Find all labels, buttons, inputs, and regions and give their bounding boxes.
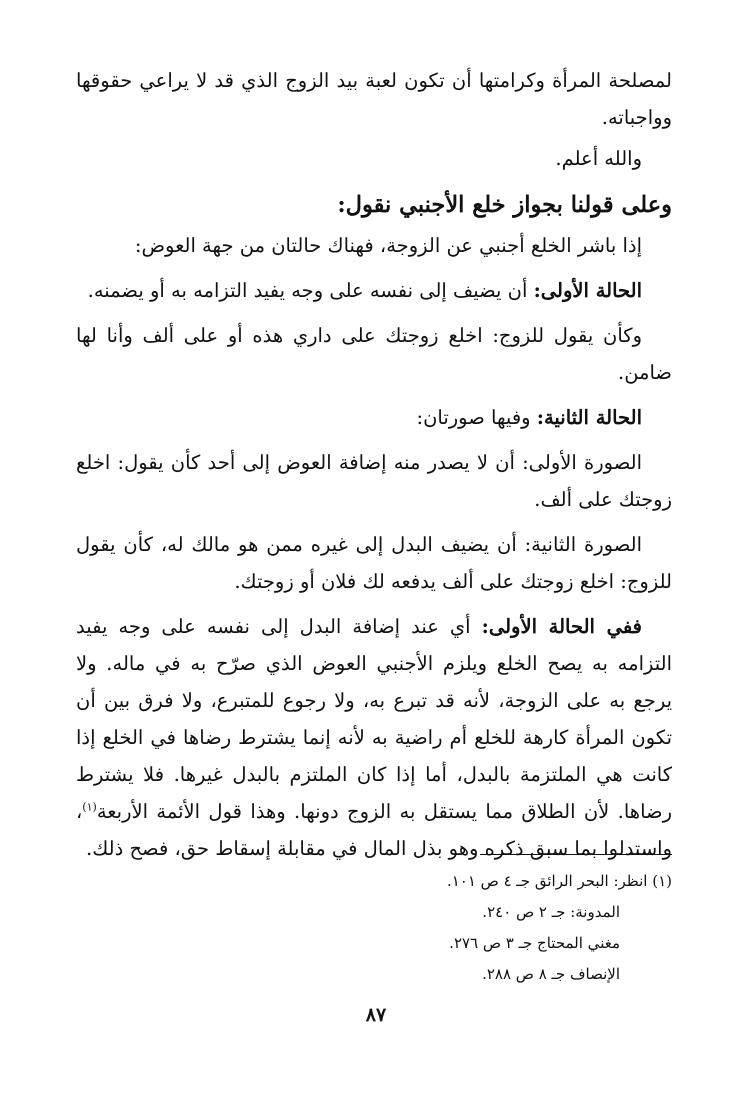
ruling-text-a: أي عند إضافة البدل إلى نفسه على وجه يفيد التزامه به يصح الخلع ويلزم الأجنبي العوض الذي صرّح به في ماله. ولا يرجع به على الزوجة، لأنه قد تبرع به، ولا رجوع للمتبرع، ولا فرق بين أن تكون المرأة كارهة للخلع أم راضية به لأنه إنما يشترط رضاها في الخلع إذا كانت هي الملتزمة بالبدل، أما إذا كان الملتزم بالبدل غيرها. فلا يشترط رضاها. لأن الطلاق مما يستقل به الزوج دونها. وهذا قول الأئمة الأربعة bbox=[76, 615, 672, 823]
paragraph-case-two bbox=[76, 399, 672, 436]
paragraph-form-two: الصورة الثانية: أن يضيف البدل إلى غيره ممن هو مالك له، كأن يقول للزوج: اخلع زوجتك على ألف يدفعه لك فلان أو زوجتك. bbox=[76, 533, 672, 593]
body-text bbox=[76, 62, 672, 875]
paragraph-closing: والله أعلم. bbox=[555, 147, 642, 170]
footnote-reference: (١) bbox=[82, 800, 97, 814]
case-two-text: وفيها صورتان: bbox=[416, 406, 537, 429]
case-two-label: الحالة الثانية: bbox=[536, 406, 642, 429]
footnote-item: مغني المحتاج جـ ٣ ص ٢٧٦. bbox=[449, 934, 620, 952]
paragraph-intro: إذا باشر الخلع أجنبي عن الزوجة، فهناك حالتان من جهة العوض: bbox=[134, 234, 642, 257]
ruling-label: ففي الحالة الأولى: bbox=[481, 615, 643, 638]
footnote-item: الإنصاف جـ ٨ ص ٢٨٨. bbox=[482, 965, 620, 983]
page-number: ٨٧ bbox=[365, 1004, 387, 1026]
paragraph-ruling bbox=[76, 608, 672, 867]
paragraph-continuation: لمصلحة المرأة وكرامتها أن تكون لعبة بيد الزوج الذي قد لا يراعي حقوقها وواجباته. bbox=[76, 69, 672, 129]
footnote-divider bbox=[480, 854, 672, 855]
paragraph-form-one: الصورة الأولى: أن لا يصدر منه إضافة العوض إلى أحد كأن يقول: اخلع زوجتك على ألف. bbox=[76, 451, 672, 511]
case-one-label: الحالة الأولى: bbox=[533, 279, 642, 302]
footnote-item: (١) انظر: البحر الرائق جـ ٤ ص ١٠١. bbox=[446, 872, 672, 890]
footnotes bbox=[300, 866, 672, 990]
paragraph-example: وكأن يقول للزوج: اخلع زوجتك على داري هذه أو على ألف وأنا لها ضامن. bbox=[76, 324, 672, 384]
footnote-item: المدونة: جـ ٢ ص ٢٤٠. bbox=[482, 903, 620, 921]
ruling-text-b: ، واستدلوا بما سبق ذكره وهو بذل المال في مقابلة إسقاط حق، فصح ذلك. bbox=[76, 800, 672, 860]
paragraph-case-one bbox=[76, 272, 672, 309]
case-one-text: أن يضيف إلى نفسه على وجه يفيد التزامه به أو يضمنه. bbox=[87, 279, 534, 302]
section-heading: وعلى قولنا بجواز خلع الأجنبي نقول: bbox=[337, 192, 672, 218]
